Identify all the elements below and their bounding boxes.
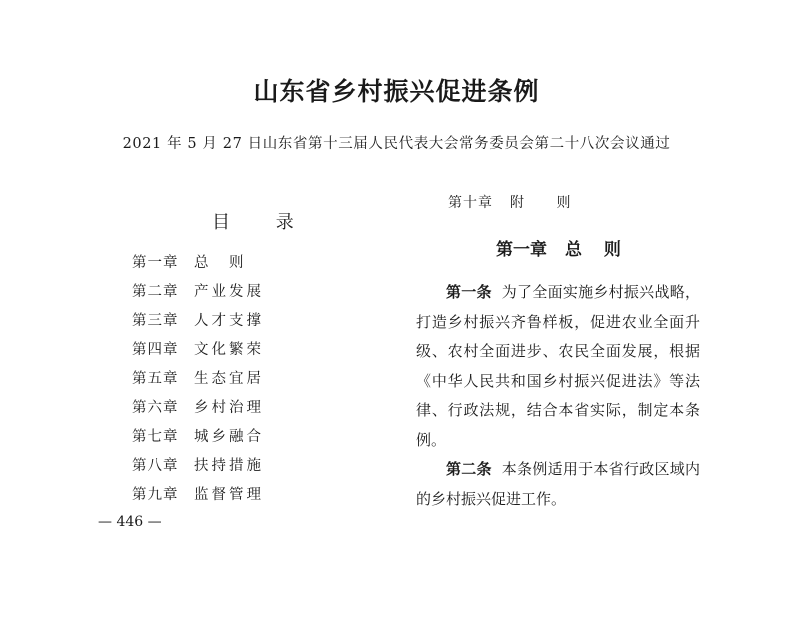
article-text: 本条例适用于本省行政区域内的乡村振兴促进工作。 <box>416 460 700 508</box>
page-number: — 446 — <box>98 514 162 530</box>
article-label: 第一条 <box>446 283 492 301</box>
toc-chapter-number: 第七章 <box>132 429 179 445</box>
document-title: 山东省乡村振兴促进条例 <box>253 77 540 106</box>
toc-chapter-name: 监督管理 <box>194 487 264 503</box>
toc-chapter-number: 第三章 <box>132 313 179 329</box>
toc-item <box>448 192 584 212</box>
toc-chapter-number: 第十章 <box>448 195 493 211</box>
chapter-heading <box>496 235 629 260</box>
toc-heading: 目 录 <box>212 212 314 233</box>
toc-item <box>132 251 264 280</box>
toc-item <box>132 309 264 338</box>
toc-chapter-number: 第八章 <box>132 458 179 474</box>
article-paragraph <box>416 278 700 455</box>
toc-chapter-name: 城乡融合 <box>194 429 264 445</box>
toc-item <box>132 483 264 512</box>
toc-item <box>132 280 264 309</box>
toc-chapter-name: 生态宜居 <box>194 371 264 387</box>
toc-chapter-number: 第四章 <box>132 342 179 358</box>
toc-item <box>132 396 264 425</box>
toc-chapter-name: 总 则 <box>194 255 247 271</box>
toc-chapter-name: 产业发展 <box>194 284 264 300</box>
toc-item <box>132 425 264 454</box>
toc-chapter-number: 第六章 <box>132 400 179 416</box>
toc-chapter-number: 第二章 <box>132 284 179 300</box>
toc-item <box>132 367 264 396</box>
toc-chapter-number: 第九章 <box>132 487 179 503</box>
document-subtitle: 2021 年 5 月 27 日山东省第十三届人民代表大会常务委员会第二十八次会议通过 <box>122 136 671 152</box>
toc-chapter-name: 附 则 <box>510 195 585 211</box>
toc-chapter-name: 乡村治理 <box>194 400 264 416</box>
chapter-heading-name: 总 则 <box>565 240 629 260</box>
chapter-heading-number: 第一章 <box>496 240 547 260</box>
toc-chapter-number: 第一章 <box>132 255 179 271</box>
chapter-body <box>416 278 700 514</box>
toc-chapter-name: 人才支撑 <box>194 313 264 329</box>
toc-item <box>132 454 264 483</box>
toc-chapter-name: 扶持措施 <box>194 458 264 474</box>
toc-chapter-name: 文化繁荣 <box>194 342 264 358</box>
toc-item <box>132 338 264 367</box>
article-paragraph <box>416 455 700 514</box>
article-text: 为了全面实施乡村振兴战略，打造乡村振兴齐鲁样板，促进农业全面升级、农村全面进步、农民全面发展，根据《中华人民共和国乡村振兴促进法》等法律、行政法规，结合本省实际，制定本条例。 <box>416 283 700 449</box>
article-label: 第二条 <box>446 460 492 478</box>
toc-chapter-number: 第五章 <box>132 371 179 387</box>
toc-list <box>132 251 264 512</box>
